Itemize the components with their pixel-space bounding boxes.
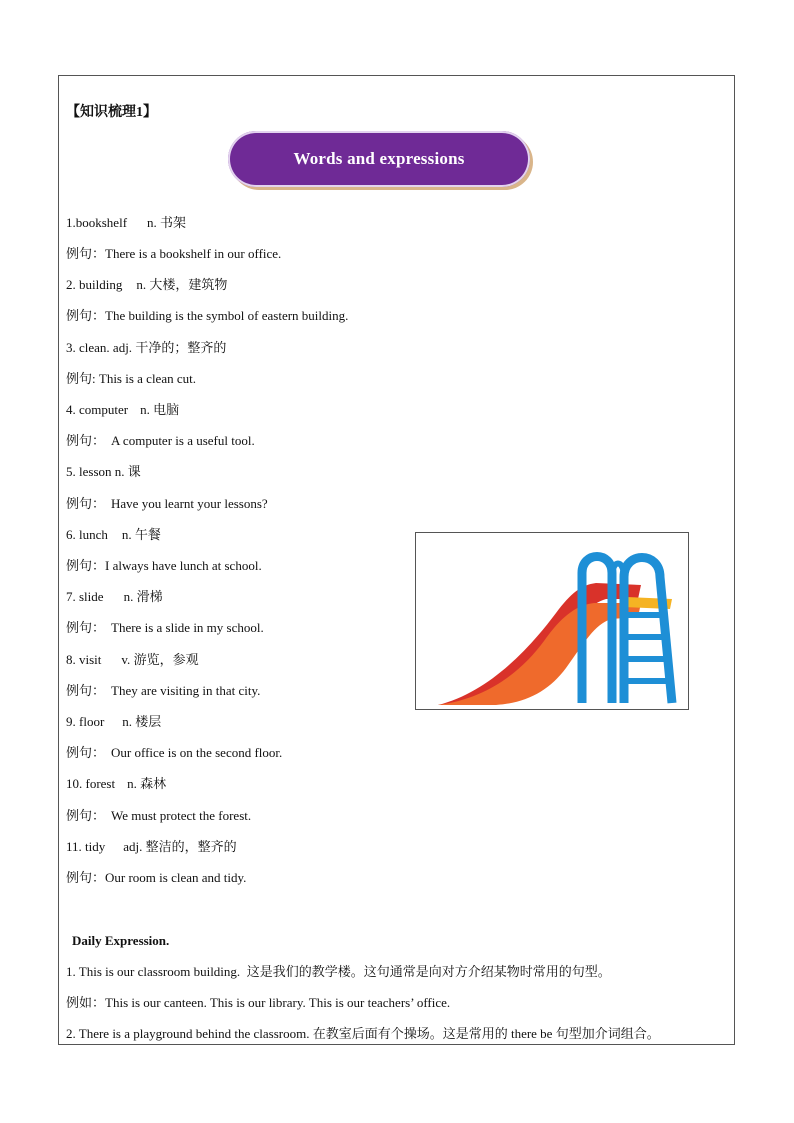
vocab-line: 8. visit v. 游览，参观 bbox=[66, 652, 199, 667]
example-line: 例句： There is a slide in my school. bbox=[66, 620, 264, 635]
daily-line: 1. This is our classroom building. 这是我们的教学楼。这句通常是向对方介绍某物时常用的句型。 bbox=[66, 964, 611, 979]
example-line: 例句： Our office is on the second floor. bbox=[66, 745, 283, 760]
example-line: 例句： A computer is a useful tool. bbox=[66, 433, 255, 448]
vocab-line: 7. slide n. 滑梯 bbox=[66, 589, 163, 604]
vocab-line: 1.bookshelf n. 书架 bbox=[66, 215, 187, 230]
vocab-line: 2. building n. 大楼，建筑物 bbox=[66, 277, 228, 292]
vocab-line: 4. computer n. 电脑 bbox=[66, 402, 180, 417]
example-line: 例句：There is a bookshelf in our office. bbox=[66, 246, 282, 261]
vocab-line: 5. lesson n. 课 bbox=[66, 464, 141, 479]
daily-example-line: 例如：This is our canteen. This is our library. This is our teachers’ office. bbox=[66, 995, 451, 1010]
daily-expression-heading: Daily Expression. bbox=[72, 933, 170, 948]
vocab-line: 9. floor n. 楼层 bbox=[66, 714, 162, 729]
slide-image bbox=[415, 532, 689, 710]
example-line: 例句： We must protect the forest. bbox=[66, 808, 252, 823]
example-line: 例句： Have you learnt your lessons? bbox=[66, 496, 268, 511]
slide-illustration-icon bbox=[416, 533, 688, 709]
title-banner bbox=[228, 131, 530, 187]
vocab-line: 11. tidy adj. 整洁的，整齐的 bbox=[66, 839, 237, 854]
vocab-line: 10. forest n. 森林 bbox=[66, 776, 167, 791]
banner-title: Words and expressions bbox=[293, 149, 465, 168]
example-line: 例句: This is a clean cut. bbox=[66, 371, 196, 386]
example-line: 例句： They are visiting in that city. bbox=[66, 683, 261, 698]
vocab-line: 3. clean. adj. 干净的；整齐的 bbox=[66, 340, 227, 355]
section-heading: 【知识梳理1】 bbox=[66, 105, 157, 120]
example-line: 例句：The building is the symbol of eastern building. bbox=[66, 308, 349, 323]
daily-line: 2. There is a playground behind the classroom. 在教室后面有个操场。这是常用的 there be 句型加介词组合。 bbox=[66, 1026, 660, 1041]
example-line: 例句：Our room is clean and tidy. bbox=[66, 870, 247, 885]
example-line: 例句：I always have lunch at school. bbox=[66, 558, 262, 573]
vocab-line: 6. lunch n. 午餐 bbox=[66, 527, 161, 542]
